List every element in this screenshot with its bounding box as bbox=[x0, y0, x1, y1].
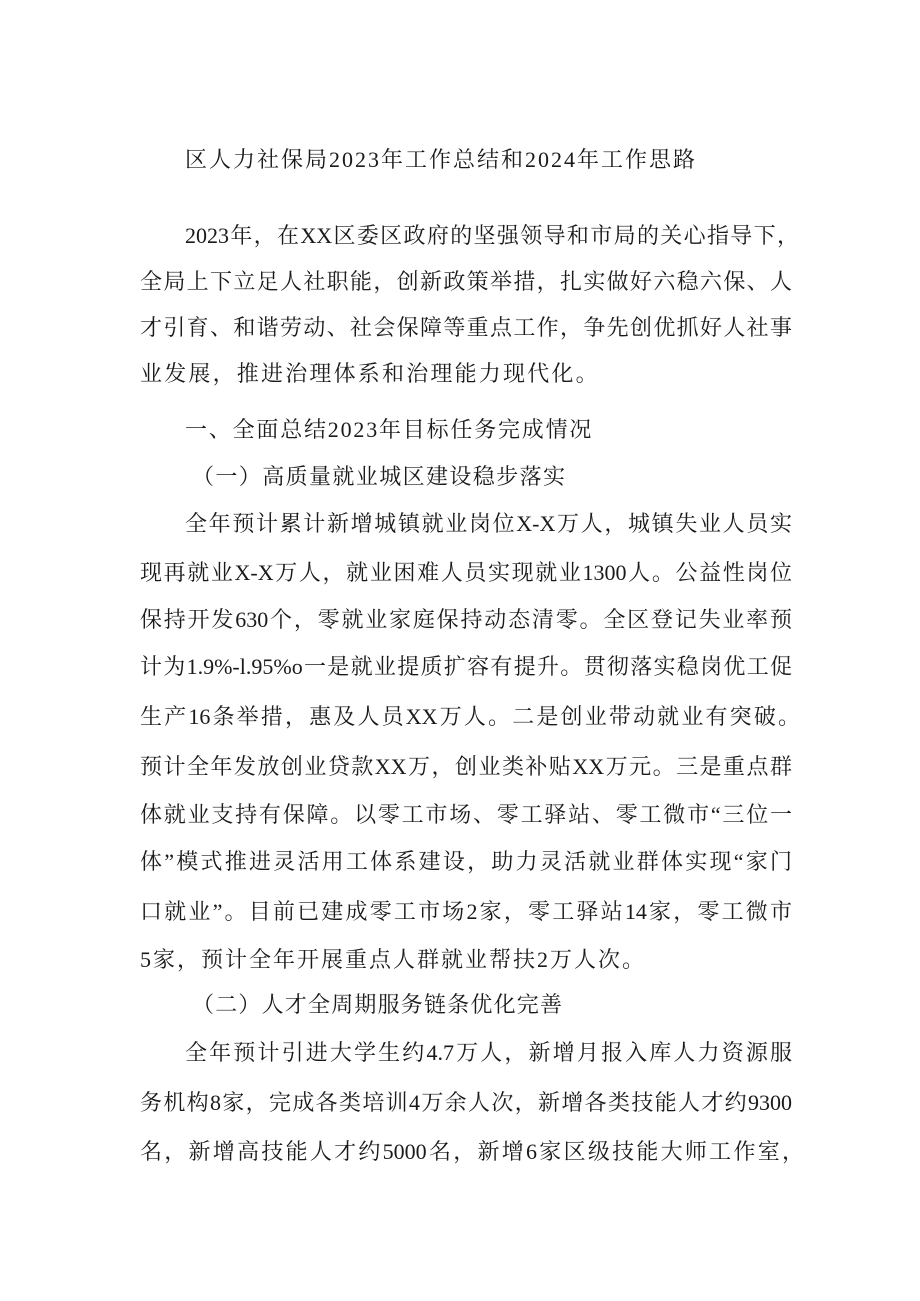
paragraph-line: 体”模式推进灵活用工体系建设，助力灵活就业群体实现“家门 bbox=[140, 849, 793, 874]
paragraph-line: 业发展，推进治理体系和治理能力现代化。 bbox=[140, 361, 600, 386]
paragraph-line: 全年预计累计新增城镇就业岗位X-X万人，城镇失业人员实 bbox=[185, 511, 792, 536]
paragraph-line: 务机构8家，完成各类培训4万余人次，新增各类技能人才约9300 bbox=[140, 1090, 792, 1115]
document-title: 区人力社保局2023年工作总结和2024年工作思路 bbox=[185, 147, 698, 172]
subsection-heading: （一）高质量就业城区建设稳步落实 bbox=[192, 464, 567, 489]
paragraph-line: 计为1.9%-l.95%o一是就业提质扩容有提升。贯彻落实稳岗优工促 bbox=[140, 654, 792, 679]
paragraph-line: 全局上下立足人社职能，创新政策举措，扎实做好六稳六保、人 bbox=[140, 269, 792, 294]
paragraph-line: 预计全年发放创业贷款XX万，创业类补贴XX万元。三是重点群 bbox=[140, 754, 792, 779]
paragraph-line: 保持开发630个，零就业家庭保持动态清零。全区登记失业率预 bbox=[140, 607, 792, 632]
paragraph-line: 名，新增高技能人才约5000名，新增6家区级技能大师工作室， bbox=[140, 1139, 804, 1164]
paragraph-line: 才引育、和谐劳动、社会保障等重点工作，争先创优抓好人社事 bbox=[140, 315, 792, 340]
paragraph-line: 体就业支持有保障。以零工市场、零工驿站、零工微市“三位一 bbox=[140, 802, 792, 827]
paragraph-line: 全年预计引进大学生约4.7万人，新增月报入库人力资源服 bbox=[185, 1040, 792, 1065]
paragraph-line: 生产16条举措，惠及人员XX万人。二是创业带动就业有突破。 bbox=[140, 704, 800, 729]
paragraph-line: 现再就业X-X万人，就业困难人员实现就业1300人。公益性岗位 bbox=[140, 560, 792, 585]
subsection-heading: （二）人才全周期服务链条优化完善 bbox=[192, 992, 564, 1017]
paragraph-line: 2023年，在XX区委区政府的坚强领导和市局的关心指导下， bbox=[185, 223, 799, 248]
paragraph-line: 5家，预计全年开展重点人群就业帮扶2万人次。 bbox=[140, 947, 647, 972]
paragraph-line: 口就业”。目前已建成零工市场2家，零工驿站14家，零工微市 bbox=[140, 899, 792, 924]
section-heading: 一、全面总结2023年目标任务完成情况 bbox=[185, 417, 594, 442]
